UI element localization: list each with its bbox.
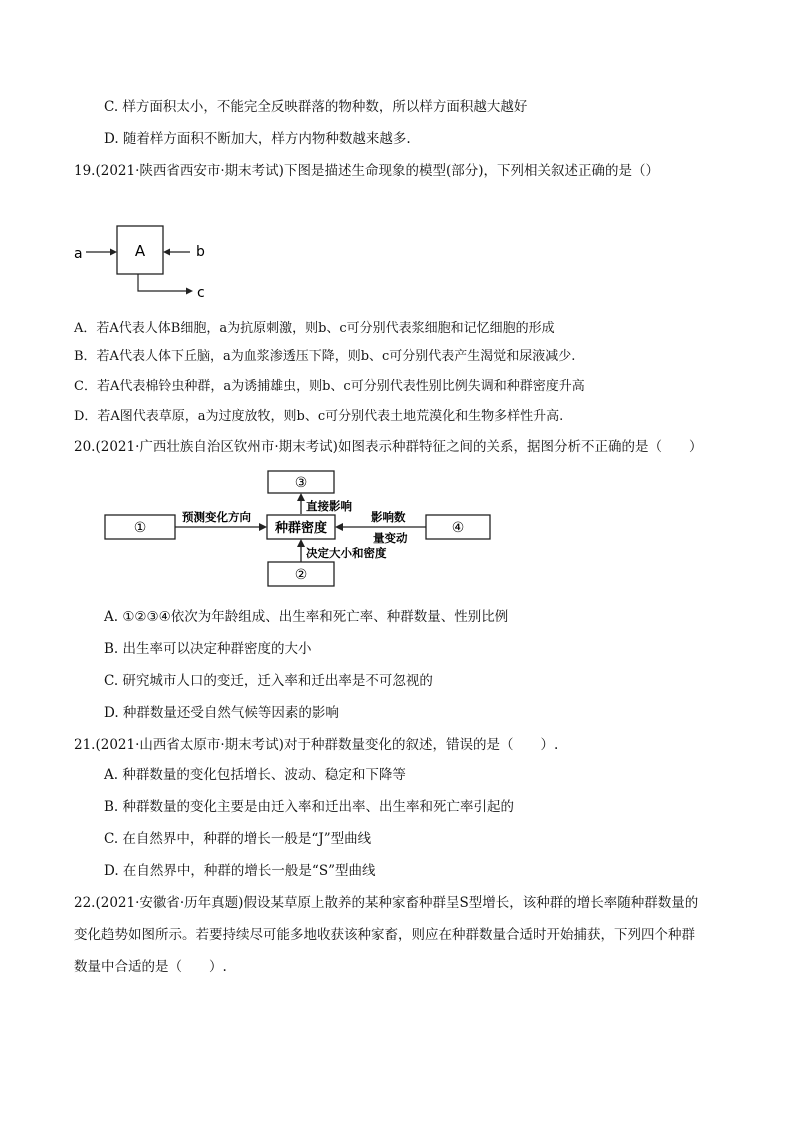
q21-option-b: B. 种群数量的变化主要是由迁入率和迁出率、出生率和死亡率引起的 [104, 799, 515, 815]
q18-option-d: D. 随着样方面积不断加大，样方内物种数越来越多. [104, 131, 411, 147]
q21-stem: 21.(2021·山西省太原市·期末考试)对于种群数量变化的叙述，错误的是（ ）. [74, 737, 559, 753]
q20-option-b: B. 出生率可以决定种群密度的大小 [104, 641, 312, 657]
q20-option-d: D. 种群数量还受自然气候等因素的影响 [104, 705, 339, 721]
q19-option-c: C．若A代表棉铃虫种群，a为诱捕雄虫，则b、c可分别代表性别比例失调和种群密度升高 [74, 379, 585, 394]
q19-label-b: b [196, 244, 205, 260]
q19-option-a: A．若A代表人体B细胞，a为抗原刺激，则b、c可分别代表浆细胞和记忆细胞的形成 [74, 321, 555, 336]
q21-option-d: D. 在自然界中，种群的增长一般是“S”型曲线 [104, 863, 376, 879]
q19-box-a-label: A [134, 242, 146, 260]
q21-option-c: C. 在自然界中，种群的增长一般是“J”型曲线 [104, 831, 372, 847]
q20-diagram [100, 466, 495, 590]
q22-stem-line-1: 22.(2021·安徽省·历年真题)假设某草原上散养的某种家畜种群呈S型增长，该种群的增长率随种群数量的 [74, 895, 699, 911]
q22-stem-line-2: 变化趋势如图所示。若要持续尽可能多地收获该种家畜，则应在种群数量合适时开始捕获，下列四个种群 [74, 927, 695, 943]
q20-label-direct: 直接影响 [306, 499, 352, 513]
q20-option-c: C. 研究城市人口的变迁，迁入率和迁出率是不可忽视的 [104, 673, 433, 689]
q20-center-label: 种群密度 [274, 521, 328, 536]
q19-option-d: D．若A图代表草原，a为过度放牧，则b、c可分别代表土地荒漠化和生物多样性升高. [74, 409, 564, 424]
q19-option-b: B．若A代表人体下丘脑，a为血浆渗透压下降，则b、c可分别代表产生渴觉和尿液减少. [74, 349, 576, 364]
q19-label-a: a [74, 246, 83, 262]
q20-box-4-label: ④ [451, 520, 465, 536]
q18-option-c: C. 样方面积太小，不能完全反映群落的物种数，所以样方面积越大越好 [104, 99, 528, 115]
q20-box-2-label: ② [294, 567, 308, 583]
q20-box-3-label: ③ [294, 475, 308, 491]
q19-stem: 19.(2021·陕西省西安市·期末考试)下图是描述生命现象的模型(部分)，下列相关叙述正确的是（） [74, 163, 659, 179]
q21-option-a: A. 种群数量的变化包括增长、波动、稳定和下降等 [104, 767, 406, 783]
q22-stem-line-3: 数量中合适的是（ ）. [74, 959, 227, 975]
q19-label-c: c [197, 285, 205, 301]
q20-label-affect-a: 影响数 [371, 510, 406, 524]
q20-label-affect-b: 量变动 [373, 531, 408, 545]
q20-label-determine: 决定大小和密度 [306, 546, 387, 560]
q19-diagram [70, 218, 240, 304]
q20-stem: 20.(2021·广西壮族自治区钦州市·期末考试)如图表示种群特征之间的关系，据图分析不正确的是（ ） [74, 439, 703, 455]
q20-option-a: A. ①②③④依次为年龄组成、出生率和死亡率、种群数量、性别比例 [104, 609, 509, 625]
q20-box-1-label: ① [133, 520, 147, 536]
q20-label-predict: 预测变化方向 [182, 510, 251, 524]
